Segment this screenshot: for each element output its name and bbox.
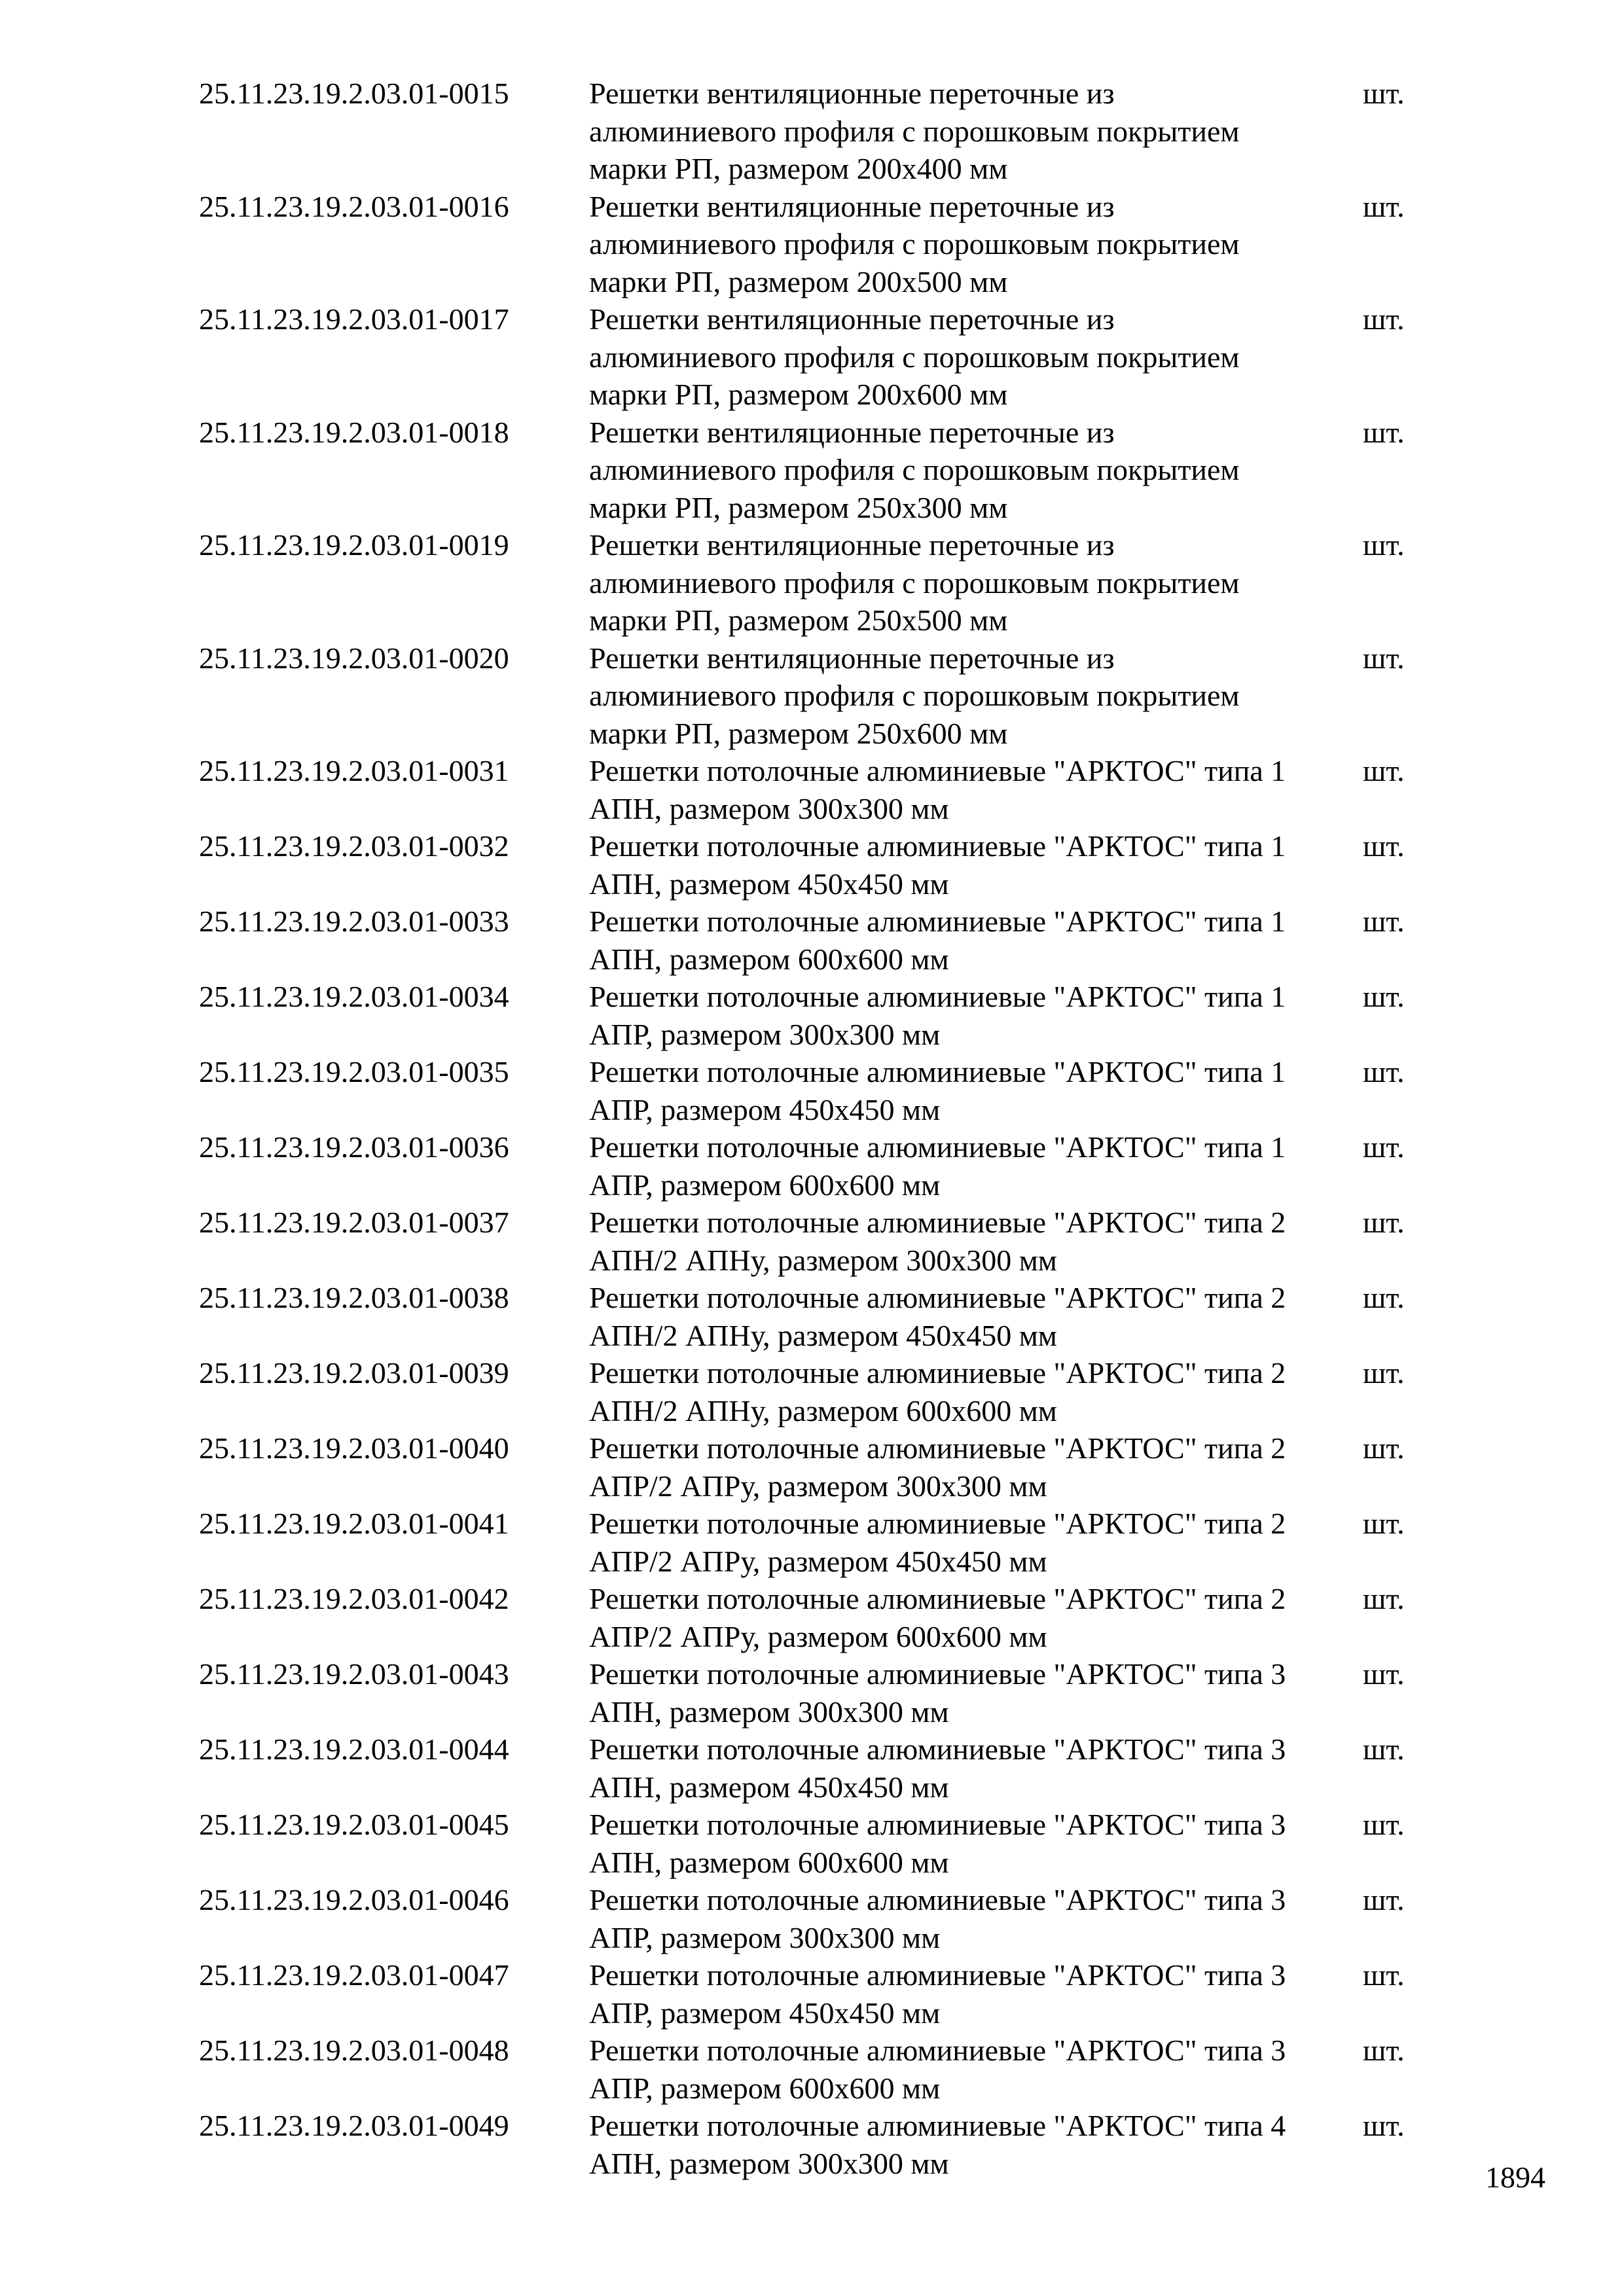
description-line: АПН/2 АПНу, размером 300х300 мм [589,1243,1057,1277]
table-row [199,978,1443,1053]
description-line: АПР/2 АПРу, размером 600х600 мм [589,1619,1047,1653]
item-code: 25.11.23.19.2.03.01-0034 [199,980,509,1013]
item-code: 25.11.23.19.2.03.01-0036 [199,1130,509,1164]
item-unit: шт. [1363,1507,1405,1540]
description-line: марки РП, размером 250х500 мм [589,603,1008,637]
description-line: АПН, размером 300х300 мм [589,1695,949,1729]
item-unit: шт. [1363,641,1405,675]
item-unit: шт. [1363,77,1405,110]
item-code: 25.11.23.19.2.03.01-0033 [199,905,509,938]
description-line: АПН, размером 300х300 мм [589,2146,949,2180]
table-row [199,752,1443,827]
item-unit: шт. [1363,754,1405,787]
item-description [589,1279,1362,1354]
table-row [199,526,1443,639]
item-code: 25.11.23.19.2.03.01-0016 [199,189,509,223]
item-unit: шт. [1363,2034,1405,2067]
item-description [589,1881,1362,1956]
item-description [589,2107,1362,2182]
description-line: АПН, размером 450х450 мм [589,867,949,901]
table-row [199,1128,1443,1204]
item-code: 25.11.23.19.2.03.01-0032 [199,829,509,863]
table-row [199,1429,1443,1505]
item-unit: шт. [1363,1883,1405,1916]
item-unit: шт. [1363,302,1405,336]
item-description [589,188,1362,301]
table-row [199,2032,1443,2107]
description-line: Решетки потолочные алюминиевые "АРКТОС" типа 2 [589,1206,1286,1239]
item-unit: шт. [1363,415,1405,449]
table-row [199,1204,1443,1279]
item-unit: шт. [1363,1431,1405,1465]
table-row [199,1053,1443,1128]
item-unit: шт. [1363,1206,1405,1239]
item-unit: шт. [1363,1582,1405,1615]
description-line: Решетки вентиляционные переточные из [589,641,1115,675]
table-row [199,1806,1443,1881]
item-unit: шт. [1363,1356,1405,1390]
description-line: Решетки потолочные алюминиевые "АРКТОС" типа 4 [589,2109,1286,2142]
item-description [589,1806,1362,1881]
description-line: Решетки потолочные алюминиевые "АРКТОС" типа 2 [589,1507,1286,1540]
description-line: АПР, размером 300х300 мм [589,1920,941,1954]
item-description [589,414,1362,527]
item-description [589,1204,1362,1279]
description-line: Решетки потолочные алюминиевые "АРКТОС" типа 1 [589,1055,1286,1088]
item-code: 25.11.23.19.2.03.01-0048 [199,2034,509,2067]
item-unit: шт. [1363,1130,1405,1164]
item-code: 25.11.23.19.2.03.01-0038 [199,1281,509,1314]
description-line: АПН, размером 450х450 мм [589,1770,949,1804]
item-unit: шт. [1363,980,1405,1013]
description-line: Решетки потолочные алюминиевые "АРКТОС" типа 1 [589,980,1286,1013]
table-row [199,414,1443,527]
item-description [589,1956,1362,2032]
item-code: 25.11.23.19.2.03.01-0043 [199,1657,509,1691]
item-code: 25.11.23.19.2.03.01-0015 [199,77,509,110]
item-code: 25.11.23.19.2.03.01-0035 [199,1055,509,1088]
table-row [199,1279,1443,1354]
item-code: 25.11.23.19.2.03.01-0047 [199,1958,509,1992]
description-line: Решетки потолочные алюминиевые "АРКТОС" типа 3 [589,1883,1286,1916]
item-code: 25.11.23.19.2.03.01-0042 [199,1582,509,1615]
description-line: Решетки вентиляционные переточные из [589,528,1115,562]
description-line: Решетки потолочные алюминиевые "АРКТОС" типа 2 [589,1431,1286,1465]
description-line: Решетки потолочные алюминиевые "АРКТОС" типа 1 [589,754,1286,787]
item-description [589,300,1362,414]
item-description [589,2032,1362,2107]
description-line: АПН/2 АПНу, размером 450х450 мм [589,1318,1057,1352]
item-code: 25.11.23.19.2.03.01-0040 [199,1431,509,1465]
description-line: АПР/2 АПРу, размером 300х300 мм [589,1469,1047,1503]
item-code: 25.11.23.19.2.03.01-0046 [199,1883,509,1916]
description-line: Решетки потолочные алюминиевые "АРКТОС" типа 2 [589,1281,1286,1314]
item-unit: шт. [1363,829,1405,863]
description-line: Решетки потолочные алюминиевые "АРКТОС" типа 3 [589,1808,1286,1841]
table-row [199,1881,1443,1956]
item-description [589,1053,1362,1128]
item-description [589,1429,1362,1505]
item-code: 25.11.23.19.2.03.01-0049 [199,2109,509,2142]
description-line: АПР, размером 450х450 мм [589,1092,941,1126]
item-description [589,1655,1362,1731]
item-unit: шт. [1363,1808,1405,1841]
description-line: алюминиевого профиля с порошковым покрытием [589,565,1240,600]
description-line: АПН, размером 300х300 мм [589,791,949,825]
description-line: АПР, размером 600х600 мм [589,2071,941,2105]
item-unit: шт. [1363,2109,1405,2142]
description-line: алюминиевого профиля с порошковым покрытием [589,227,1240,260]
table-row [199,1505,1443,1580]
description-line: Решетки потолочные алюминиевые "АРКТОС" типа 2 [589,1582,1286,1615]
item-code: 25.11.23.19.2.03.01-0041 [199,1507,509,1540]
description-line: алюминиевого профиля с порошковым покрытием [589,114,1240,148]
description-line: АПР, размером 600х600 мм [589,1168,941,1202]
description-line: алюминиевого профиля с порошковым покрытием [589,453,1240,486]
description-line: Решетки потолочные алюминиевые "АРКТОС" типа 1 [589,829,1286,863]
item-code: 25.11.23.19.2.03.01-0020 [199,641,509,675]
table-row [199,1731,1443,1806]
description-line: Решетки потолочные алюминиевые "АРКТОС" типа 2 [589,1356,1286,1390]
item-description [589,1731,1362,1806]
item-description [589,526,1362,639]
item-description [589,978,1362,1053]
item-unit: шт. [1363,528,1405,562]
table-row [199,2107,1443,2182]
item-unit: шт. [1363,1055,1405,1088]
description-line: Решетки вентиляционные переточные из [589,189,1115,223]
item-unit: шт. [1363,1732,1405,1766]
item-code: 25.11.23.19.2.03.01-0044 [199,1732,509,1766]
description-line: Решетки потолочные алюминиевые "АРКТОС" типа 3 [589,2034,1286,2067]
item-unit: шт. [1363,189,1405,223]
item-description [589,903,1362,978]
item-code: 25.11.23.19.2.03.01-0039 [199,1356,509,1390]
description-line: АПР/2 АПРу, размером 450х450 мм [589,1544,1047,1578]
description-line: АПН/2 АПНу, размером 600х600 мм [589,1393,1057,1427]
item-description [589,639,1362,753]
table-row [199,188,1443,301]
item-code: 25.11.23.19.2.03.01-0031 [199,754,509,787]
item-code: 25.11.23.19.2.03.01-0037 [199,1206,509,1239]
description-line: АПР, размером 300х300 мм [589,1017,941,1051]
item-code: 25.11.23.19.2.03.01-0045 [199,1808,509,1841]
description-line: алюминиевого профиля с порошковым покрытием [589,679,1240,712]
description-line: марки РП, размером 250х300 мм [589,490,1008,524]
item-description [589,827,1362,903]
item-unit: шт. [1363,1657,1405,1691]
page-number: 1894 [1485,2161,1545,2194]
item-unit: шт. [1363,1958,1405,1992]
item-description [589,752,1362,827]
description-line: Решетки потолочные алюминиевые "АРКТОС" типа 1 [589,905,1286,938]
table-row [199,827,1443,903]
description-line: АПР, размером 450х450 мм [589,1996,941,2030]
description-line: Решетки вентиляционные переточные из [589,415,1115,449]
description-line: алюминиевого профиля с порошковым покрытием [589,340,1240,374]
price-list-table [199,75,1443,2182]
item-unit: шт. [1363,1281,1405,1314]
item-description [589,1580,1362,1655]
table-row [199,639,1443,753]
description-line: марки РП, размером 200х600 мм [589,378,1008,411]
description-line: Решетки потолочные алюминиевые "АРКТОС" типа 3 [589,1732,1286,1766]
description-line: Решетки потолочные алюминиевые "АРКТОС" типа 1 [589,1130,1286,1164]
table-row [199,75,1443,188]
item-code: 25.11.23.19.2.03.01-0017 [199,302,509,336]
table-row [199,1354,1443,1429]
description-line: Решетки вентиляционные переточные из [589,77,1115,110]
table-row [199,1580,1443,1655]
description-line: Решетки потолочные алюминиевые "АРКТОС" типа 3 [589,1958,1286,1992]
item-description [589,1354,1362,1429]
item-unit: шт. [1363,905,1405,938]
description-line: марки РП, размером 250х600 мм [589,716,1008,750]
table-row [199,300,1443,414]
table-row [199,1655,1443,1731]
description-line: Решетки потолочные алюминиевые "АРКТОС" типа 3 [589,1657,1286,1691]
description-line: Решетки вентиляционные переточные из [589,302,1115,336]
description-line: марки РП, размером 200х500 мм [589,264,1008,298]
item-description [589,75,1362,188]
item-code: 25.11.23.19.2.03.01-0018 [199,415,509,449]
item-code: 25.11.23.19.2.03.01-0019 [199,528,509,562]
table-row [199,903,1443,978]
description-line: марки РП, размером 200х400 мм [589,152,1008,185]
description-line: АПН, размером 600х600 мм [589,942,949,976]
item-description [589,1505,1362,1580]
table-row [199,1956,1443,2032]
item-description [589,1128,1362,1204]
description-line: АПН, размером 600х600 мм [589,1845,949,1879]
